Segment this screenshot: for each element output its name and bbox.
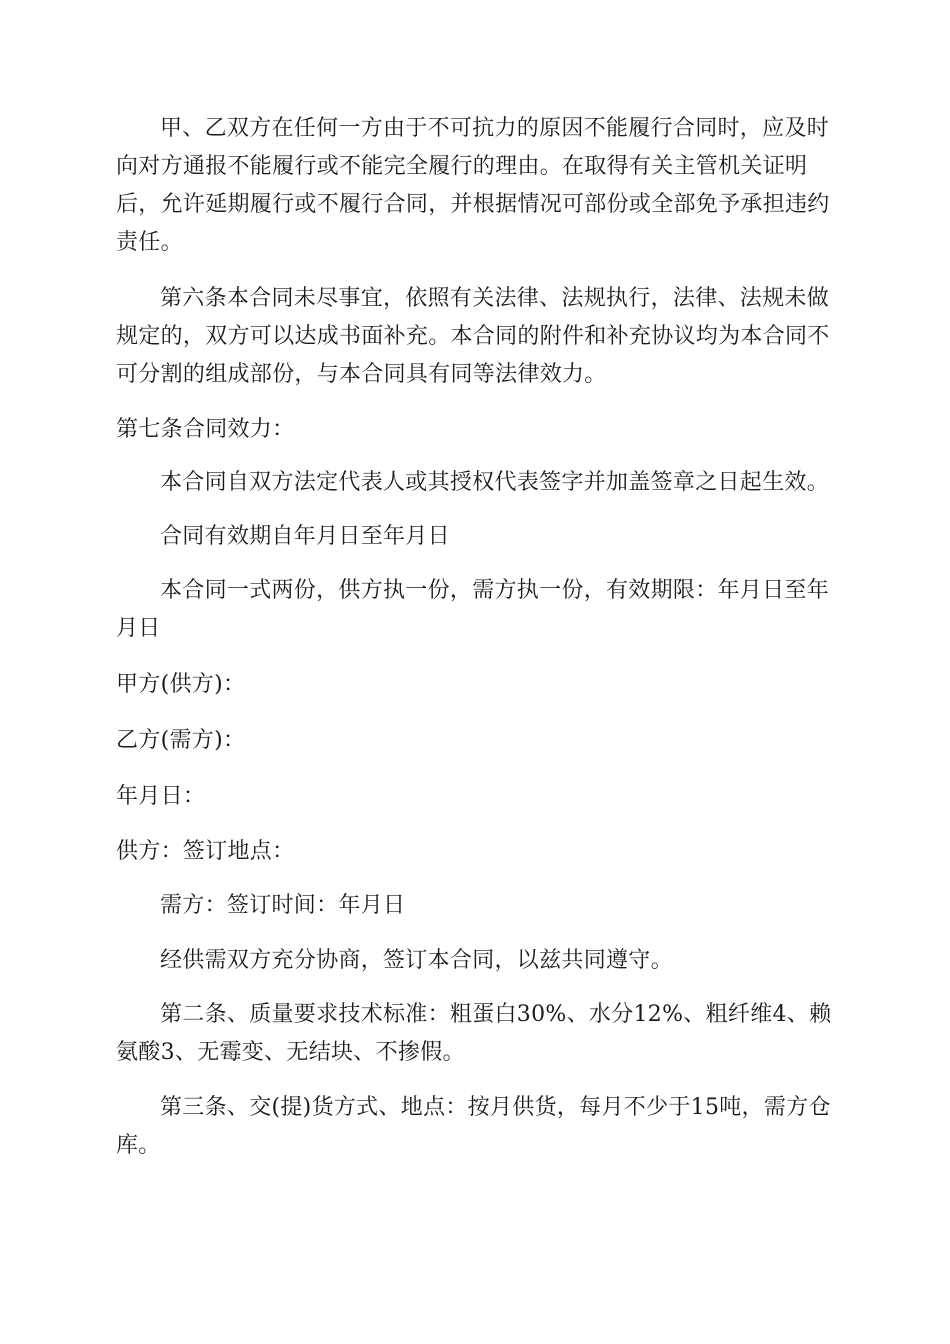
paragraph-copies: 本合同一式两份，供方执一份，需方执一份，有效期限：年月日至年月日 xyxy=(116,578,830,641)
party-b-label: 乙方(需方)： xyxy=(116,728,246,753)
paragraph-article-three: 第三条、交(提)货方式、地点：按月供货，每月不少于15吨，需方仓库。 xyxy=(116,1095,831,1158)
paragraph-effective: 本合同自双方法定代表人或其授权代表签字并加盖签章之日起生效。 xyxy=(160,470,830,495)
paragraph-force-majeure: 甲、乙双方在任何一方由于不可抗力的原因不能履行合同时，应及时向对方通报不能履行或不能完全履行的理由。在取得有关主管机关证明后，允许延期履行或不履行合同，并根据情况可部份或全部免予承担违约责任。 xyxy=(116,116,830,255)
paragraph-article-two: 第二条、质量要求技术标准：粗蛋白30%、水分12%、粗纤维4、赖氨酸3、无霉变、无结块、不掺假。 xyxy=(116,1002,832,1065)
paragraph-validity-period: 合同有效期自年月日至年月日 xyxy=(160,524,450,549)
supplier-signing-place: 供方：签订地点： xyxy=(116,839,295,864)
party-a-label: 甲方(供方)： xyxy=(116,672,246,697)
heading-article-seven: 第七条合同效力： xyxy=(116,417,295,442)
buyer-signing-time: 需方：签订时间：年月日 xyxy=(160,893,406,918)
paragraph-article-six: 第六条本合同未尽事宜，依照有关法律、法规执行，法律、法规未做规定的，双方可以达成书面补充。本合同的附件和补充协议均为本合同不可分割的组成部份，与本合同具有同等法律效力。 xyxy=(116,286,830,387)
paragraph-agreement: 经供需双方充分协商，签订本合同，以兹共同遵守。 xyxy=(160,948,673,973)
date-label: 年月日： xyxy=(116,784,206,809)
